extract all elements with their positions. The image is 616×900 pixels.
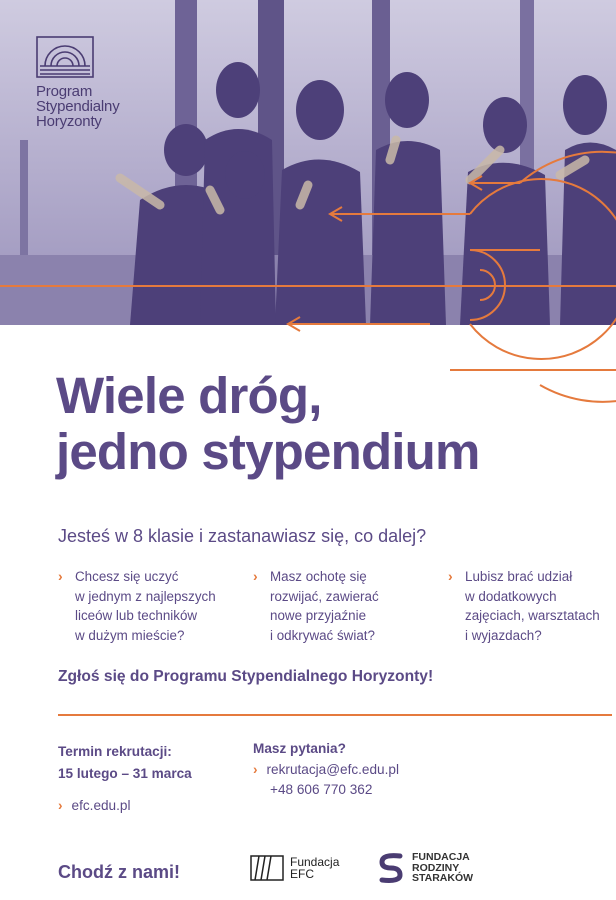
contact-phone-row[interactable]: [270, 780, 372, 800]
benefit-column-2: [253, 567, 423, 645]
recruitment-dates: 15 lutego – 31 marca: [58, 766, 192, 781]
contact-email-row[interactable]: [253, 760, 399, 780]
program-logo: [36, 36, 146, 129]
divider: [58, 714, 612, 716]
contact-label: Masz pytania?: [253, 741, 346, 756]
benefit-text-2: Masz ochotę się rozwijać, zawierać nowe przyjaźnie i odkrywać świat?: [270, 569, 379, 643]
frs-name-line3: STARAKÓW: [412, 872, 474, 885]
frs-name: [412, 852, 473, 884]
frs-name-line1: FUNDACJA: [412, 851, 470, 864]
benefit-column-1: [58, 567, 228, 645]
horizon-logo-icon: [36, 36, 94, 78]
intro-question: Jesteś w 8 klasie i zastanawiasz się, co dalej?: [58, 526, 427, 546]
chevron-right-icon: ›: [448, 568, 453, 584]
efc-name: [290, 856, 339, 880]
website-link[interactable]: efc.edu.pl: [71, 798, 131, 813]
benefit-column-3: [448, 567, 616, 645]
chevron-right-icon: ›: [253, 762, 258, 777]
contact-email[interactable]: rekrutacja@efc.edu.pl: [266, 762, 399, 777]
efc-logo: [250, 855, 339, 881]
frs-name-line2: RODZINY: [412, 861, 460, 874]
headline-line2: jedno stypendium: [56, 423, 480, 480]
chevron-right-icon: ›: [253, 568, 258, 584]
program-name-line1: Program: [36, 83, 93, 100]
efc-logo-icon: [250, 855, 284, 881]
efc-name-line2: EFC: [290, 867, 314, 881]
headline-line1: Wiele dróg,: [56, 367, 322, 424]
recruitment-label: Termin rekrutacji:: [58, 744, 172, 759]
headline: [56, 368, 596, 480]
recruitment-info: [58, 741, 192, 785]
contact-phone[interactable]: +48 606 770 362: [270, 782, 373, 797]
program-name-line3: Horyzonty: [36, 113, 102, 130]
chevron-right-icon: ›: [58, 798, 63, 813]
slogan: Chodź z nami!: [58, 862, 180, 882]
frs-logo: [376, 852, 473, 884]
program-name-line2: Stypendialny: [36, 98, 120, 115]
efc-name-line1: Fundacja: [290, 855, 340, 869]
frs-logo-icon: [376, 852, 406, 884]
benefit-text-3: Lubisz brać udział w dodatkowych zajęciach, warsztatach i wyjazdach?: [465, 569, 600, 643]
website-row[interactable]: [58, 796, 130, 816]
benefit-text-1: Chcesz się uczyć w jednym z najlepszych liceów lub techników w dużym mieście?: [75, 569, 216, 643]
chevron-right-icon: ›: [58, 568, 63, 584]
call-to-action: Zgłoś się do Programu Stypendialnego Horyzonty!: [58, 668, 434, 685]
program-name: [36, 84, 146, 129]
